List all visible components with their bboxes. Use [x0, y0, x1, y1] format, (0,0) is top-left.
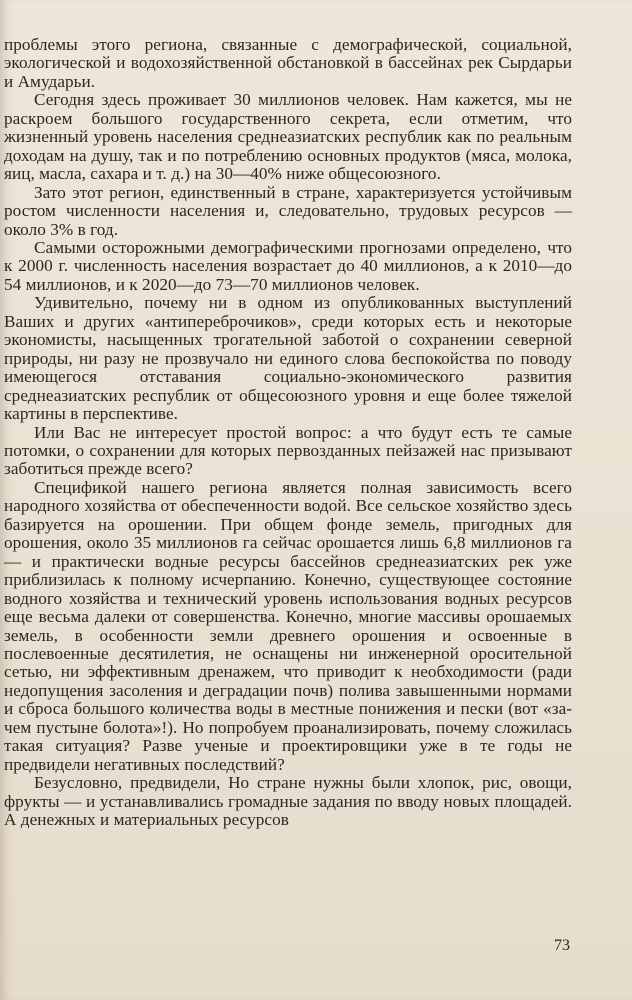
paragraph: Или Вас не интересует простой вопрос: а что будут есть те самые потомки, о сохранении для которых первозданных пейзажей нас призывают заботиться прежде всего?: [4, 422, 572, 479]
paragraph: Спецификой нашего региона является полная зависимость всего народного хозяйства от обеспеченности водой. Все сельское хозяйство здесь базируется на орошении. При общем фонде земель, пригодных для орошения, около 35 миллионов га сейчас орошается лишь 6,8 миллионов га — и практически водные ресурсы бассейнов среднеазиатских рек уже приблизилась к полному исчерпанию. Конечно, существующее состояние водного хозяйства и технический уровень использования водных ресурсов еще весьма далеки от совершенства. Конечно, многие массивы орошаемых земель, в особенности земли древнего орошения и освоенные в послевоенные десятилетия, не оснащены ни инженерной оросительной сетью, ни эффективным дренажем, что приводит к необходимости (ради недопущения засоления и деградации почв) полива завышенными нормами и сброса большого количества воды в местные понижения и пески (вот «зачем пустыне болота»!). Но попробуем проанализировать, почему сложилась такая ситуация? Разве ученые и проектировщики уже в те годы не предвидели негативных последствий?: [4, 477, 572, 774]
paragraph: Удивительно, почему ни в одном из опубликованных выступлений Ваших и других «антипереброчиков», среди которых есть и некоторые экономисты, насыщенных трогательной заботой о сохранении северной природы, ни разу не прозвучало ни единого слова беспокойства по поводу имеющегося отставания социально-экономического развития среднеазиатских республик от общесоюзного уровня и еще более тяжелой картины в перспективе.: [4, 293, 572, 424]
paragraph: Самыми осторожными демографическими прогнозами определено, что к 2000 г. численность населения возрастает до 40 миллионов, а к 2010—до 54 миллионов, и к 2020—до 73—70 миллионов человек.: [4, 237, 572, 294]
paragraph: Безусловно, предвидели, Но стране нужны были хлопок, рис, овощи, фрукты — и устанавливались громадные задания по вводу новых площадей. А денежных и материальных ресурсов: [4, 773, 572, 830]
paragraph: Зато этот регион, единственный в стране, характеризуется устойчивым ростом численности населения и, следовательно, трудовых ресурсов — около 3% в год.: [4, 182, 572, 239]
paragraph: проблемы этого региона, связанные с демографической, социальной, экологической и водохозяйственной обстановкой в бассейнах рек Сырдарьи и Амударьи.: [4, 35, 572, 91]
paragraph: Сегодня здесь проживает 30 миллионов человек. Нам кажется, мы не раскроем большого государственного секрета, если отметим, что жизненный уровень населения среднеазиатских республик как по реальным доходам на душу, так и по потреблению основных продуктов (мяса, молока, яиц, масла, сахара и т. д.) на 30—40% ниже общесоюзного.: [4, 90, 572, 184]
body-text: [4, 36, 572, 829]
page-number: 73: [554, 937, 570, 954]
